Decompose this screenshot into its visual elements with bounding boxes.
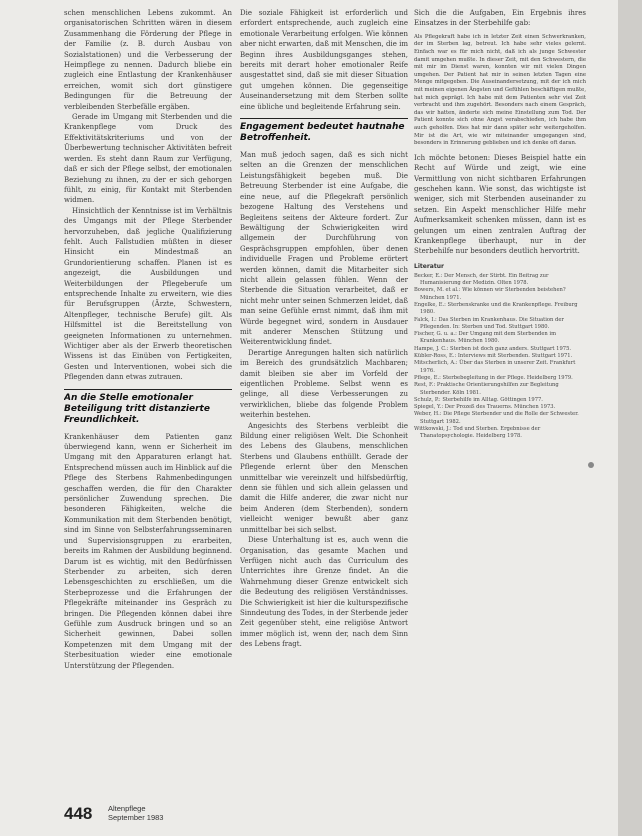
literature-heading: Literatur bbox=[414, 262, 444, 270]
literature-entry: Schulz, P.: Sterbehilfe im Alltag. Göttingen 1977. bbox=[414, 396, 543, 403]
text-column-3 bbox=[414, 8, 586, 800]
literature-entry: Hampe, J. C.: Sterben ist doch ganz anders. Stuttgart 1975. bbox=[414, 345, 572, 352]
page-edge-shadow bbox=[618, 0, 642, 836]
literature-entry: Kübler-Ross, E.: Interviews mit Sterbenden. Stuttgart 1971. bbox=[414, 353, 573, 360]
literature-entry: Falck, I.: Das Sterben im Krankenhaus. Die Situation der Pflegenden. In: Sterben und Tod. Stuttgart 1980. bbox=[414, 316, 564, 330]
literature-entry: Engelke, E.: Sterbenskranke und die Krankenpflege. Freiburg 1980. bbox=[414, 301, 578, 316]
section-heading: Engagement bedeutet hautnahe Betroffenheit. bbox=[240, 118, 408, 144]
paragraph: schen menschlichen Lebens zukommt. An organisatorischen Schritten wären in diesem Zusammenhang die Förderung der Pflege in der Familie (z. B. durch Ausbau von Sozialstationen) und die Verbesserung der Heimpflege zu nennen. Dadurch bliebe ein zugleich eine Entlastung der Krankenhäuser erreichen, womit sich dort günstigere Bedingungen für die Betreuung der verbleibenden Sterbefälle ergäben. bbox=[64, 9, 232, 111]
literature-entry: Becker, E.: Der Mensch, der Stirbt. Ein Beitrag zur Humanisierung der Medizin. Olten 1978. bbox=[414, 272, 549, 287]
page-footer bbox=[64, 796, 264, 830]
literature-entry: Bowers, M. et al.: Wie können wir Sterbenden beistehen? München 1971. bbox=[414, 287, 566, 301]
paragraph: Sich die die Aufgaben, Ein Ergebnis ihres Einsatzes in der Sterbehilfe gab: bbox=[414, 9, 586, 28]
literature-entry: Spiegel, Y.: Der Prozeß des Trauerns. München 1973. bbox=[414, 404, 556, 411]
literature-entry: Weber, H.: Die Pflege Sterbender und die Rolle der Schwester. Stuttgart 1982. bbox=[414, 411, 579, 425]
literature-list bbox=[414, 273, 586, 441]
journal-name: Altenpflege bbox=[108, 804, 146, 813]
paragraph: Krankenhäuser dem Patienten ganz überwiegend kann, wenn er Sicherheit im Umgang mit den Apparaturen erlangt hat. Entsprechend müssen auch im Hinblick auf die Pflege des Sterbens Rahmenbedingungen geschaffen werden, die für den Charakter persönlicher Zuwendung sprechen. Die besonderen Fähigkeiten, welche die Kommunikation mit dem Sterbenden benötigt, sind im Sinne von Selbsterfahrungsseminaren und Supervisionsgruppen zu erarbeiten, bereits im Rahmen der Ausbildung beginnend. Darum ist es wichtig, mit den Bedürfnissen Sterbender zu arbeiten, sich deren Lebensgeschichten zu erschließen, um die Sterbeprozesse und die Erfahrungen der Pflegekräfte miteinander ins Gespräch zu bringen. Die Pflegenden können dabei ihre Gefühle zum Ausdruck bringen und so an Sicherheit gewinnen, Dabei sollen Kompetenzen mit dem Umgang mit der Sterbesituation wieder eine emotionale Unterstützung der Pflegenden. bbox=[64, 432, 232, 670]
text-column-2 bbox=[240, 8, 408, 800]
paragraph: Angesichts des Sterbens verbleibt die Bildung einer religiösen Welt. Die Schonheit des Lebens des Glaubens, menschlichen Sterbens und Glaubens enthüllt. Gerade der Pflegende erlernt über den Menschen unmittelbar wie vereinzelt und hilfsbedürftig, denn sie fühlen und sich allein gelassen und damit die Hilfe anderer, die zwar nicht nur beim Anderen (dem Sterbenden), sondern vielleicht weniger bewußt aber ganz unmittelbar bei sich selbst. bbox=[240, 421, 408, 534]
paragraph: Gerade im Umgang mit Sterbenden und die Krankenpflege vom Druck des Effektivitätskriteriums und von der Überbewertung technischer Aktivitäten befreit werden. Es steht dann Raum zur Verfügung, daß er sich der Pflege selbst, der emotionalen Beziehung zu ihnen, zu der er sich gehorgen fühlt, zu einig, für Kontakt mit Sterbenden widmen. bbox=[64, 113, 232, 205]
journal-issue: September 1983 bbox=[108, 813, 164, 822]
literature-entry: Rest, F.: Praktische Orientierungshilfen zur Begleitung Sterbender. Köln 1981. bbox=[414, 382, 559, 396]
paragraph: Die soziale Fähigkeit ist erforderlich und erfordert entsprechende, auch zugleich eine emotionale Verarbeitung erfolgen. Wie können aber nicht erwarten, daß mit Menschen, die im Beginn ihres Ausbildungsganges stehen, bereits mit derart hoher emotionaler Reife ausgestattet sind, daß sie mit dieser Situation gut umgehen können. Die gegenseitige Auseinandersetzung mit dem Sterben sollte eine übliche und begleitende Erfahrung sein. bbox=[240, 9, 408, 111]
literature-entry: Fischer, G. u. a.: Der Umgang mit dem Sterbenden im Krankenhaus. München 1980. bbox=[414, 331, 556, 345]
journal-info bbox=[108, 804, 163, 822]
scan-mark bbox=[588, 462, 594, 468]
page-number: 448 bbox=[64, 804, 93, 823]
section-heading: An die Stelle emotionaler Beteiligung tritt distanzierte Freundlichkeit. bbox=[64, 389, 232, 426]
paragraph: Hinsichtlich der Kenntnisse ist im Verhältnis des Umgangs mit der Pflege Sterbender hervorzuheben, daß jegliche Qualifizierung fehlt. Auch Fallstudien müßten in dieser Hinsicht ein Mindestmaß an Grundorientierung schaffen. Planen ist es angezeigt, die Ausbildungen und Weiterbildungen der Pflegeberufe um entsprechende Inhalte zu erweitern, wie dies für Berufsgruppen (Ärzte, Schwestern, Altenpfleger, technische Berufe) gilt. Als Hilfsmittel ist die Bereitstellung von geeigneten Informationen zu unternehmen. Wichtiger aber als der Erwerb theoretischen Wissens ist das Einüben von Fertigkeiten, Gesten und Interventionen, wobei sich die Pflegenden dann etwas zutrauen. bbox=[64, 206, 232, 382]
paragraph: Derartige Anregungen halten sich natürlich im Bereich des grundsätzlich Machbaren; damit bleiben sie aber im Vorfeld der eigentlichen Probleme. Selbst wenn es gelinge, all diese Verbesserungen zu verwirklichen, bliebe das folgende Problem weiterhin bestehen. bbox=[240, 348, 408, 420]
paragraph: Ich möchte betonen: Dieses Beispiel hatte ein Recht auf Würde und zeigt, wie eine Vermittlung von nicht sichtbaren Erfahrungen geschehen kann. Wie sonst, das wichtigste ist weniger, sich mit Sterbenden auseinander zu setzen. Ein Aspekt menschlicher Hilfe mehr Aufmerksamkeit schenken müssen, dann ist es gelungen um einen zentralen Auftrag der Krankenpflege überhaupt, nur in der Sterbehilfe nur besonders deutlich hervortritt. bbox=[414, 153, 586, 256]
paragraph: Diese Unterhaltung ist es, auch wenn die Organisation, das gesamte Machen und Verfügen nicht auch das Curriculum des Unterrichtes ihre Grenze findet. An die Wahrnehmung dieser Grenze entwickelt sich die Bedeutung des religiösen Verständnisses. Die Schwierigkeit ist hier die kulturspezifische Sinndeutung des Todes, in der Sterbende jeder Zeit gegenüber steht, eine religiöse Antwort immer möglich ist, wenn der, nach dem Sinn des Lebens fragt. bbox=[240, 536, 408, 649]
literature-entry: Mitscherlich, A.: Über das Sterben in unserer Zeit. Frankfurt 1976. bbox=[414, 360, 576, 374]
text-column-1 bbox=[64, 8, 232, 800]
literature-entry: Pflege, E.: Sterbebegleitung in der Pflege. Heidelberg 1979. bbox=[414, 374, 573, 381]
quote-box: Als Pflegekraft habe ich in letzter Zeit einen Schwerkranken, der im Sterben lag, betreut. Ich habe sehr vieles gelernt. Einfach war es für mich nicht, daß ich als junge Schwester damit umgehen mußte. In dieser Zeit, mit den Schwestern, die mit mir im Dienst waren, konnten wir mit vielen Dingen umgehen. Der Patient hat mir in seinen letzten Tagen eine Menge mitgegeben. Die Auseinandersetzung, mit der ich mich mit meinen eigenen Ängsten und Gefühlen beschäftigen mußte, hat mich geprägt. Ich habe mit dem Patienten sehr viel Zeit verbracht und ihm zugehört. Besonders nach einem Gespräch, das wir hatten, änderte sich meine Einstellung zum Tod. Der Patient konnte sich ohne Angst verabschieden, ich habe ihm auch geholfen. Dies hat mir dann später sehr weitergeholfen. Mir ist die Art, wie wir miteinander umgegangen sind, besonders in Erinnerung geblieben und ich denke oft daran. bbox=[414, 33, 586, 147]
literature-entry: Wittkowski, J.: Tod und Sterben. Ergebnisse der Thanatopsychologie. Heidelberg 1978. bbox=[414, 426, 541, 440]
paragraph: Man muß jedoch sagen, daß es sich nicht selten an die Grenzen der menschlichen Leistungsfähigkeit begeben muß. Die Betreuung Sterbender ist eine Aufgabe, die eine neue, auf die Pflegekraft persönlich bezogene Haltung des Verstehens und Begleitens seitens der Akteure fordert. Zur Bewältigung der Schwierigkeiten wird allgemein der Durchführung von Gesprächsgruppen empfohlen, über denen individuelle Fragen und Probleme erörtert werden können, damit die Mitarbeiter sich nicht allein gelassen fühlen. Wenn der Sterbende die Situation verarbeitet, daß er nicht mehr unter seinen Schmerzen leidet, daß man seine Gefühle ernst nimmt, daß ihm mit Würde begegnet wird, sondern in Ausdauer mit anderer Menschen Stützung und Weiterentwicklung findet. bbox=[240, 151, 408, 347]
